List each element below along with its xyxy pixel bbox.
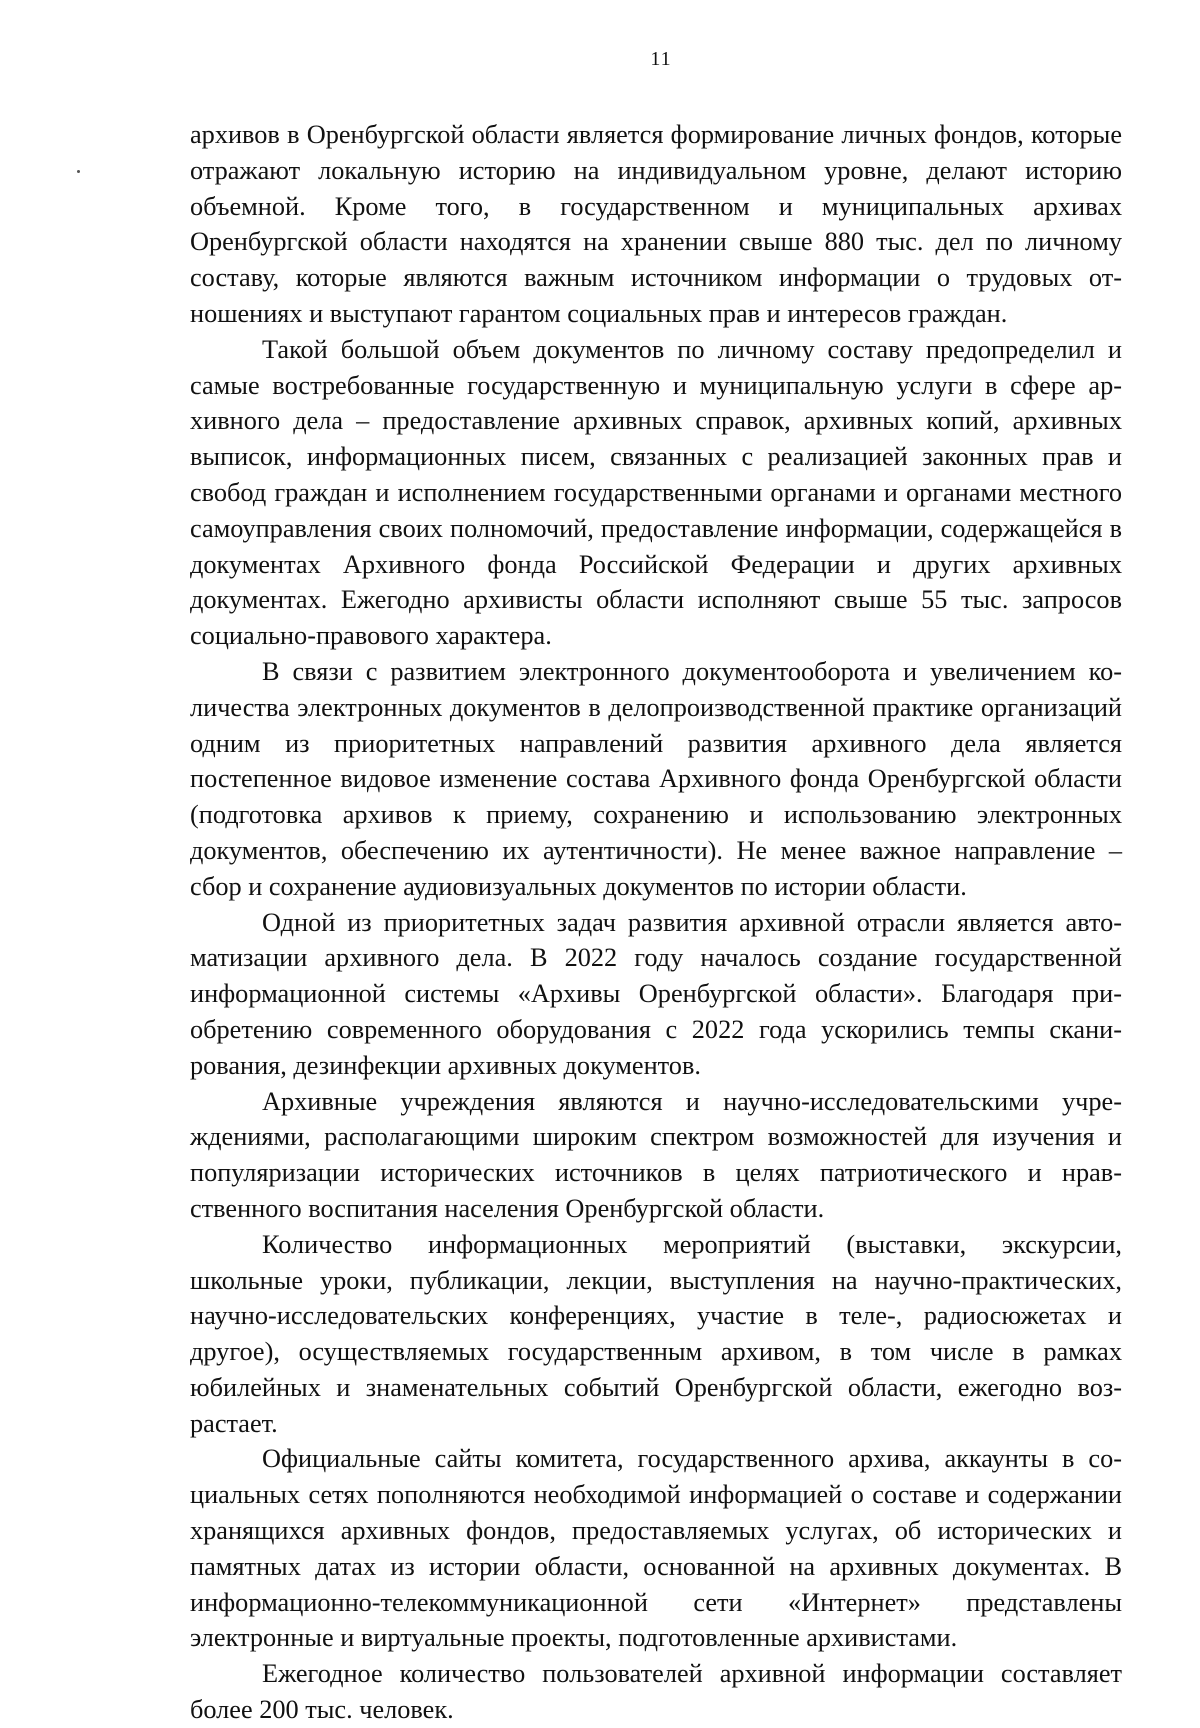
paragraph-4: Одной из приоритетных задач развития архивной отрасли является автоматизации архивного дела. В 2022 году началось создание государственной информационной системы «Архивы Оренбургской области». Благодаря приобретению современного оборудования с 2022 года ускорились темпы сканирования, дезинфекции архивных документов. [190, 907, 1122, 1080]
paragraph-3: В связи с развитием электронного документооборота и увеличением количества электронных документов в делопроизводственной практике организаций одним из приоритетных направлений развития архивного дела является постепенное видовое изменение состава Архивного фонда Оренбургской области (подготовка архивов к приему, сохранению и использованию электронных документов, обеспечению их аутентичности). Не менее важное направление – сбор и сохранение аудиовизуальных документов по истории области. [190, 656, 1122, 901]
scan-speck [77, 170, 80, 173]
document-body [190, 117, 1122, 1728]
paragraph-6: Количество информационных мероприятий (выставки, экскурсии, школьные уроки, публикации, лекции, выступления на научно-практических, научно-исследовательских конференциях, участие в теле-, радиосюжетах и другое), осуществляемых государственным архивом, в том числе в рамках юбилейных и знаменательных событий Оренбургской области, ежегодно возрастает. [190, 1229, 1122, 1438]
paragraph-1: архивов в Оренбургской области является формирование личных фондов, которые отражают локальную историю на индивидуальном уровне, делают историю объемной. Кроме того, в государственном и муниципальных архивах Оренбургской области находятся на хранении свыше 880 тыс. дел по личному составу, которые являются важным источником информации о трудовых отношениях и выступают гарантом социальных прав и интересов граждан. [190, 120, 1122, 328]
page-number: 11 [650, 48, 672, 70]
paragraph-8: Ежегодное количество пользователей архивной информации составляет более 200 тыс. человек. [190, 1659, 1122, 1725]
paragraph-5: Архивные учреждения являются и научно-исследовательскими учреждениями, располагающими широким спектром возможностей для изучения и популяризации исторических источников в целях патриотического и нравственного воспитания населения Оренбургской области. [190, 1086, 1122, 1223]
paragraph-2: Такой большой объем документов по личному составу предопределил и самые востребованные государственную и муниципальную услуги в сфере архивного дела – предоставление архивных справок, архивных копий, архивных выписок, информационных писем, связанных с реализацией законных прав и свобод граждан и исполнением государственными органами и органами местного самоуправления своих полномочий, предоставление информации, содержащейся в документах Архивного фонда Российской Федерации и других архивных документах. Ежегодно архивисты области исполняют свыше 55 тыс. запросов социально-правового характера. [190, 334, 1122, 651]
paragraph-7: Официальные сайты комитета, государственного архива, аккаунты в социальных сетях пополняются необходимой информацией о составе и содержании хранящихся архивных фондов, предоставляемых услугах, об исторических и памятных датах из истории области, основанной на архивных документах. В информационно-телекоммуникационной сети «Интернет» представлены электронные и виртуальные проекты, подготовленные архивистами. [190, 1444, 1122, 1653]
